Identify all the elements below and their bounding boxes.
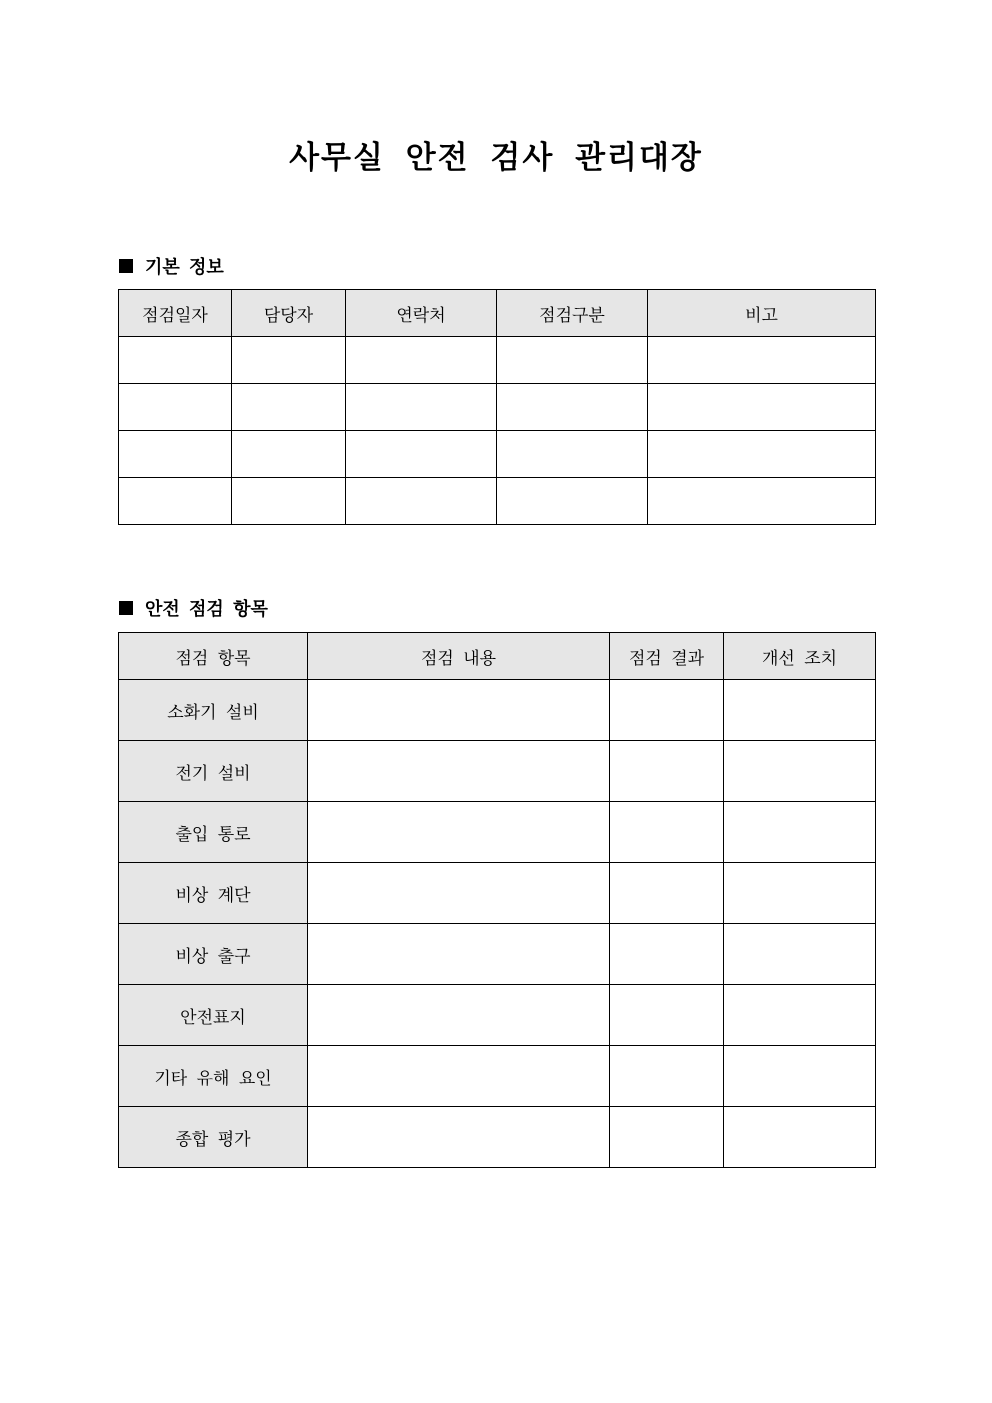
safety-items-heading (119, 595, 268, 621)
column-header-inspection-result: 점검 결과 (610, 633, 724, 680)
table-row (119, 985, 876, 1046)
action-cell[interactable] (724, 741, 876, 802)
table-cell[interactable] (346, 384, 497, 431)
column-header-inspection-item: 점검 항목 (119, 633, 308, 680)
table-cell[interactable] (346, 478, 497, 525)
item-label: 출입 통로 (119, 802, 308, 863)
item-label: 비상 계단 (119, 863, 308, 924)
content-cell[interactable] (308, 1107, 610, 1168)
item-label: 전기 설비 (119, 741, 308, 802)
table-cell[interactable] (346, 431, 497, 478)
basic-info-table (118, 289, 876, 525)
result-cell[interactable] (610, 863, 724, 924)
content-cell[interactable] (308, 924, 610, 985)
result-cell[interactable] (610, 924, 724, 985)
column-header-inspection-content: 점검 내용 (308, 633, 610, 680)
item-label: 소화기 설비 (119, 680, 308, 741)
column-header-inspection-type: 점검구분 (497, 290, 648, 337)
content-cell[interactable] (308, 802, 610, 863)
table-cell[interactable] (497, 478, 648, 525)
action-cell[interactable] (724, 863, 876, 924)
table-cell[interactable] (232, 431, 346, 478)
table-cell[interactable] (119, 431, 232, 478)
table-cell[interactable] (497, 384, 648, 431)
table-row (119, 741, 876, 802)
action-cell[interactable] (724, 1107, 876, 1168)
result-cell[interactable] (610, 1107, 724, 1168)
table-cell[interactable] (119, 337, 232, 384)
content-cell[interactable] (308, 1046, 610, 1107)
result-cell[interactable] (610, 680, 724, 741)
table-cell[interactable] (648, 431, 876, 478)
table-cell[interactable] (648, 478, 876, 525)
table-row (119, 1107, 876, 1168)
table-cell[interactable] (232, 337, 346, 384)
page-title: 사무실 안전 검사 관리대장 (289, 140, 703, 176)
action-cell[interactable] (724, 1046, 876, 1107)
table-row (119, 431, 876, 478)
column-header-inspection-date: 점검일자 (119, 290, 232, 337)
table-row (119, 924, 876, 985)
table-row (119, 478, 876, 525)
table-cell[interactable] (119, 478, 232, 525)
content-cell[interactable] (308, 741, 610, 802)
safety-items-heading-label: 안전 점검 항목 (145, 599, 268, 620)
action-cell[interactable] (724, 802, 876, 863)
table-cell[interactable] (232, 478, 346, 525)
basic-info-heading-label: 기본 정보 (145, 257, 224, 278)
item-label: 안전표지 (119, 985, 308, 1046)
table-cell[interactable] (119, 384, 232, 431)
action-cell[interactable] (724, 985, 876, 1046)
table-row (119, 680, 876, 741)
result-cell[interactable] (610, 741, 724, 802)
table-cell[interactable] (346, 337, 497, 384)
table-row (119, 384, 876, 431)
table-row (119, 802, 876, 863)
table-row (119, 337, 876, 384)
basic-info-heading (119, 253, 224, 279)
table-cell[interactable] (648, 337, 876, 384)
action-cell[interactable] (724, 924, 876, 985)
item-label: 비상 출구 (119, 924, 308, 985)
table-cell[interactable] (232, 384, 346, 431)
result-cell[interactable] (610, 802, 724, 863)
content-cell[interactable] (308, 863, 610, 924)
safety-items-table (118, 632, 876, 1168)
column-header-person-in-charge: 담당자 (232, 290, 346, 337)
square-bullet-icon (119, 259, 133, 273)
action-cell[interactable] (724, 680, 876, 741)
item-label: 종합 평가 (119, 1107, 308, 1168)
column-header-improvement-action: 개선 조치 (724, 633, 876, 680)
content-cell[interactable] (308, 680, 610, 741)
table-row (119, 863, 876, 924)
table-cell[interactable] (497, 337, 648, 384)
table-cell[interactable] (648, 384, 876, 431)
column-header-contact: 연락처 (346, 290, 497, 337)
column-header-remarks: 비고 (648, 290, 876, 337)
content-cell[interactable] (308, 985, 610, 1046)
table-header-row (119, 633, 876, 680)
item-label: 기타 유해 요인 (119, 1046, 308, 1107)
result-cell[interactable] (610, 1046, 724, 1107)
table-row (119, 1046, 876, 1107)
result-cell[interactable] (610, 985, 724, 1046)
square-bullet-icon (119, 601, 133, 615)
table-header-row (119, 290, 876, 337)
table-cell[interactable] (497, 431, 648, 478)
